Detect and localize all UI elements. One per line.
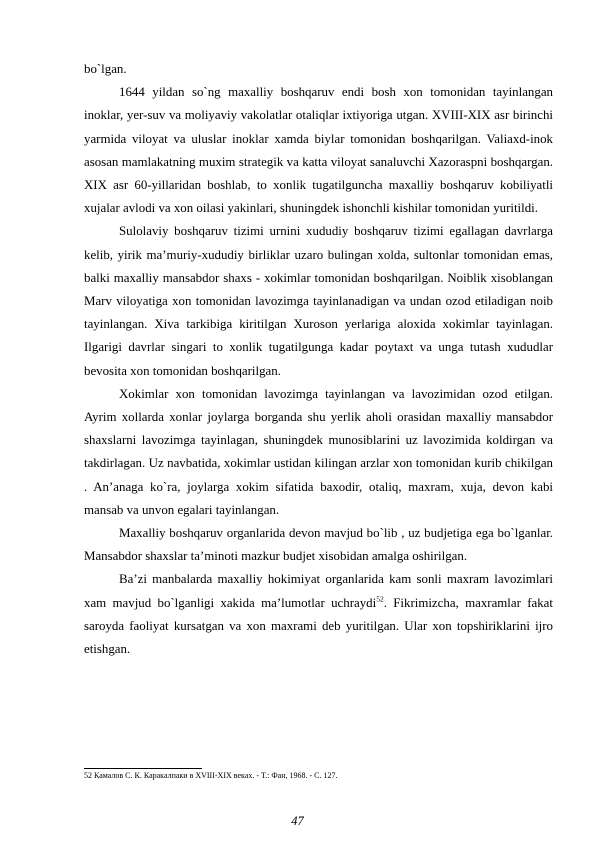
paragraph-governors: Xokimlar xon tomonidan lavozimga tayinlangan va lavozimidan ozod etilgan. Ayrim xollarda xonlar joylarga borganda shu yerlik aholi orasidan maxalliy mansabdor shaxslarni lavozimga tayinlagan, shuningdek munosiblarini uz lavozimida koldirgan va takdirlagan. Uz navbatida, xokimlar ustidan kilingan arzlar xon tomonidan kurib chikilgan . An’anaga ko`ra, joylarga xokim sifatida baxodir, otaliq, maxram, xuja, devon kabi mansab va unvon egalari tayinlangan. xyxy=(84,386,553,517)
page-number: 47 xyxy=(291,814,304,828)
paragraph-local-devon: Maxalliy boshqaruv organlarida devon mavjud bo`lib , uz budjetiga ega bo`lganlar. Mansabdor shaxslar ta’minoti mazkur budjet xisobidan amalga oshirilgan. xyxy=(84,526,553,564)
paragraph-maxram-positions xyxy=(84,568,553,661)
paragraph-text-before-note: Ba’zi manbalarda maxalliy hokimiyat organlarida kam sonli maxram lavozimlari xam mavjud bo`lganligi xakida ma’lumotlar uchraydi xyxy=(84,572,553,610)
paragraph-dynastic-administration: Sulolaviy boshqaruv tizimi urnini xududiy boshqaruv tizimi egallagan davrlarga kelib, yirik ma’muriy-xududiy birliklar uzaro bulingan xolda, sultonlar tomonidan emas, balki maxalliy mansabdor shaxs - xokimlar tomonidan boshqarilgan. Noiblik xisoblangan Marv viloyatiga xon tomonidan lavozimga tayinlanadigan va undan ozod etiladigan noib tayinlangan. Xiva tarkibiga kiritilgan Xuroson yerlariga aloxida xokimlar tayinlagan. Ilgarigi davrlar singari to xonlik tugatilgunga kadar poytaxt va unga tutash xududlar bevosita xon tomonidan boshqarilgan. xyxy=(84,224,553,378)
paragraph-1644-local-administration: 1644 yildan so`ng maxalliy boshqaruv endi bosh xon tomonidan tayinlangan inoklar, yer-suv va moliyaviy vakolatlar otaliqlar ixtiyoriga utgan. XVIII-XIX asr birinchi yarmida viloyat va uluslar inoklar xamda biylar tomonidan boshqarilgan. Valiaxd-inok asosan mamlakatning muxim strategik va katta viloyat sanaluvchi Xazoraspni boshqargan. XIX asr 60-yillaridan boshlab, to xonlik tugatilguncha maxalliy boshqaruv kobiliyatli xujalar avlodi va xon oilasi yakinlari, shuningdek ishonchli kishilar tomonidan yuritildi. xyxy=(84,85,553,216)
paragraph-continuation: bo`lgan. xyxy=(84,62,127,76)
footnote-52: 52 Камалов С. К. Каракалпаки в XVIII-XIX веках. - Т.: Фан, 1968. - С. 127. xyxy=(84,771,338,780)
paragraph-text-after-note: . Fikrimizcha, maxramlar fakat saroyda faoliyat kursatgan va xon maxrami deb yuritilgan. Ular xon topshiriklarini ijro etishgan. xyxy=(84,595,553,657)
body-text xyxy=(84,58,553,661)
footnote-reference: 52 xyxy=(376,594,384,604)
footnote-separator xyxy=(84,768,202,769)
